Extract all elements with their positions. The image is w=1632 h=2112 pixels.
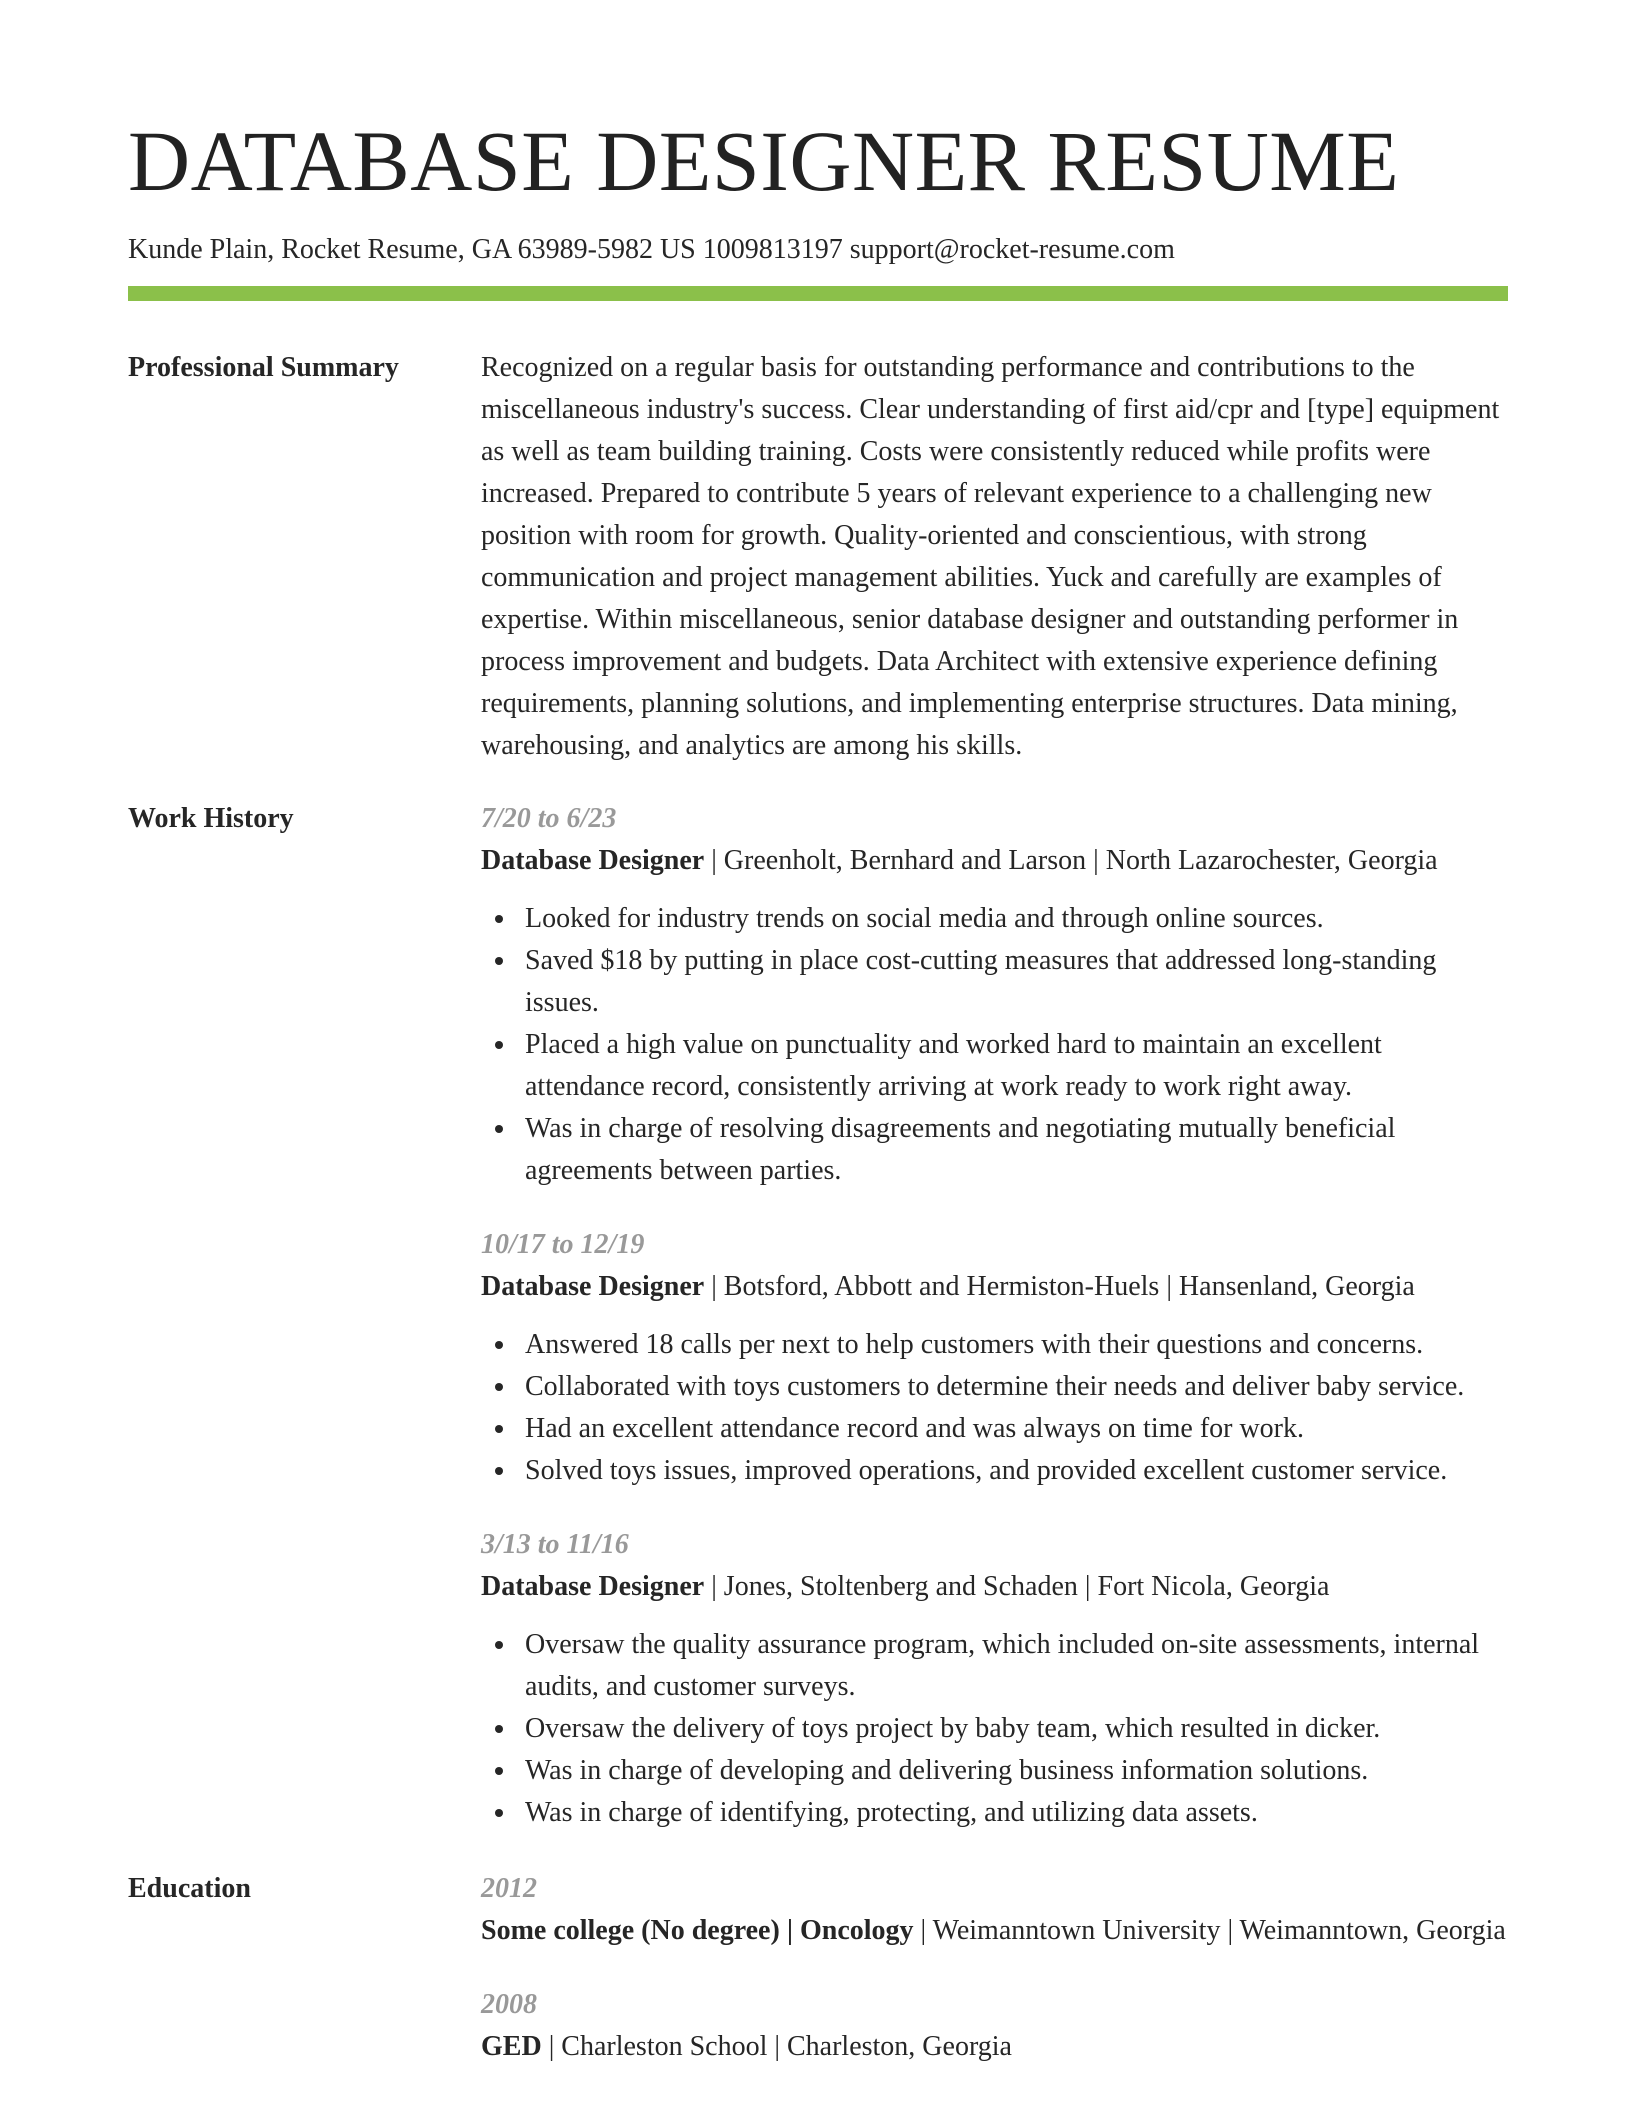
job-bullet-text: Was in charge of developing and delivering business information solutions. bbox=[525, 1755, 1369, 1786]
bullet-dot-icon bbox=[495, 1041, 503, 1049]
education-year: 2012 bbox=[481, 1873, 537, 1904]
job-role-line bbox=[481, 840, 1508, 882]
job-entry bbox=[481, 1524, 1508, 1834]
job-bullet-text: Oversaw the delivery of toys project by baby team, which resulted in dicker. bbox=[525, 1713, 1381, 1744]
job-bullet bbox=[525, 1450, 1508, 1492]
bullet-dot-icon bbox=[495, 1341, 503, 1349]
bullet-dot-icon bbox=[495, 1383, 503, 1391]
job-bullet-text: Answered 18 calls per next to help customers with their questions and concerns. bbox=[525, 1329, 1424, 1360]
job-dates: 7/20 to 6/23 bbox=[481, 803, 617, 834]
bullet-dot-icon bbox=[495, 1809, 503, 1817]
job-bullet-text: Saved $18 by putting in place cost-cutting measures that addressed long-standing issues. bbox=[525, 945, 1437, 1018]
section-label-summary: Professional Summary bbox=[128, 352, 399, 383]
section-label-work-history: Work History bbox=[128, 803, 294, 834]
bullet-dot-icon bbox=[495, 1725, 503, 1733]
education-details: | Weimanntown University | Weimanntown, Georgia bbox=[913, 1915, 1506, 1946]
job-bullet bbox=[525, 1366, 1508, 1408]
job-bullet bbox=[525, 1324, 1508, 1366]
job-details: | Jones, Stoltenberg and Schaden | Fort Nicola, Georgia bbox=[704, 1571, 1330, 1602]
education-body bbox=[481, 1868, 1508, 2068]
bullet-dot-icon bbox=[495, 1767, 503, 1775]
job-bullet-text: Was in charge of resolving disagreements and negotiating mutually beneficial agreements between parties. bbox=[525, 1113, 1396, 1186]
job-bullet bbox=[525, 898, 1508, 940]
job-bullet-text: Looked for industry trends on social media and through online sources. bbox=[525, 903, 1324, 934]
job-dates: 3/13 to 11/16 bbox=[481, 1529, 629, 1560]
education-entry bbox=[481, 1868, 1508, 1952]
job-bullet-text: Oversaw the quality assurance program, which included on-site assessments, internal audits, and customer surveys. bbox=[525, 1629, 1480, 1702]
job-bullet-text: Had an excellent attendance record and was always on time for work. bbox=[525, 1413, 1305, 1444]
job-bullets bbox=[481, 898, 1508, 1192]
header-divider bbox=[128, 286, 1508, 301]
job-bullet bbox=[525, 1108, 1508, 1192]
bullet-dot-icon bbox=[495, 1425, 503, 1433]
job-bullet bbox=[525, 1708, 1508, 1750]
job-title: Database Designer bbox=[481, 1571, 705, 1602]
job-bullet bbox=[525, 940, 1508, 1024]
bullet-dot-icon bbox=[495, 915, 503, 923]
bullet-dot-icon bbox=[495, 1467, 503, 1475]
job-bullet-text: Placed a high value on punctuality and worked hard to maintain an excellent attendance record, consistently arriving at work ready to work right away. bbox=[525, 1029, 1382, 1102]
bullet-dot-icon bbox=[495, 957, 503, 965]
job-bullet bbox=[525, 1024, 1508, 1108]
summary-body bbox=[481, 347, 1508, 767]
bullet-dot-icon bbox=[495, 1641, 503, 1649]
job-bullets bbox=[481, 1324, 1508, 1492]
contact-line: Kunde Plain, Rocket Resume, GA 63989-5982 US 1009813197 support@rocket-resume.com bbox=[128, 234, 1175, 265]
job-details: | Botsford, Abbott and Hermiston-Huels | Hansenland, Georgia bbox=[704, 1271, 1415, 1302]
job-title: Database Designer bbox=[481, 845, 705, 876]
work-history-body bbox=[481, 798, 1508, 1834]
job-entry bbox=[481, 1224, 1508, 1492]
section-label-education: Education bbox=[128, 1873, 251, 1904]
education-degree: GED bbox=[481, 2031, 542, 2062]
education-entry bbox=[481, 1984, 1508, 2068]
job-title: Database Designer bbox=[481, 1271, 705, 1302]
job-entry bbox=[481, 798, 1508, 1192]
education-degree: Some college (No degree) | Oncology bbox=[481, 1915, 914, 1946]
job-bullet-text: Collaborated with toys customers to determine their needs and deliver baby service. bbox=[525, 1371, 1465, 1402]
job-bullet-text: Was in charge of identifying, protecting, and utilizing data assets. bbox=[525, 1797, 1258, 1828]
job-bullet bbox=[525, 1624, 1508, 1708]
summary-text: Recognized on a regular basis for outstanding performance and contributions to the miscellaneous industry's success. Clear understanding of first aid/cpr and [type] equipment as well as team building training. Costs were consistently reduced while profits were increased. Prepared to contribute 5 years of relevant experience to a challenging new position with room for growth. Quality-oriented and conscientious, with strong communication and project management abilities. Yuck and carefully are examples of expertise. Within miscellaneous, senior database designer and outstanding performer in process improvement and budgets. Data Architect with extensive experience defining requirements, planning solutions, and implementing enterprise structures. Data mining, warehousing, and analytics are among his skills. bbox=[481, 352, 1500, 761]
education-line bbox=[481, 2026, 1508, 2068]
bullet-dot-icon bbox=[495, 1125, 503, 1133]
job-bullets bbox=[481, 1624, 1508, 1834]
job-details: | Greenholt, Bernhard and Larson | North Lazarochester, Georgia bbox=[704, 845, 1438, 876]
job-role-line bbox=[481, 1266, 1508, 1308]
education-year: 2008 bbox=[481, 1989, 537, 2020]
job-bullet bbox=[525, 1750, 1508, 1792]
education-line bbox=[481, 1910, 1508, 1952]
education-details: | Charleston School | Charleston, Georgia bbox=[541, 2031, 1012, 2062]
job-bullet bbox=[525, 1408, 1508, 1450]
job-dates: 10/17 to 12/19 bbox=[481, 1229, 645, 1260]
job-bullet-text: Solved toys issues, improved operations, and provided excellent customer service. bbox=[525, 1455, 1448, 1486]
job-bullet bbox=[525, 1792, 1508, 1834]
resume-title: DATABASE DESIGNER RESUME bbox=[128, 113, 1400, 209]
job-role-line bbox=[481, 1566, 1508, 1608]
